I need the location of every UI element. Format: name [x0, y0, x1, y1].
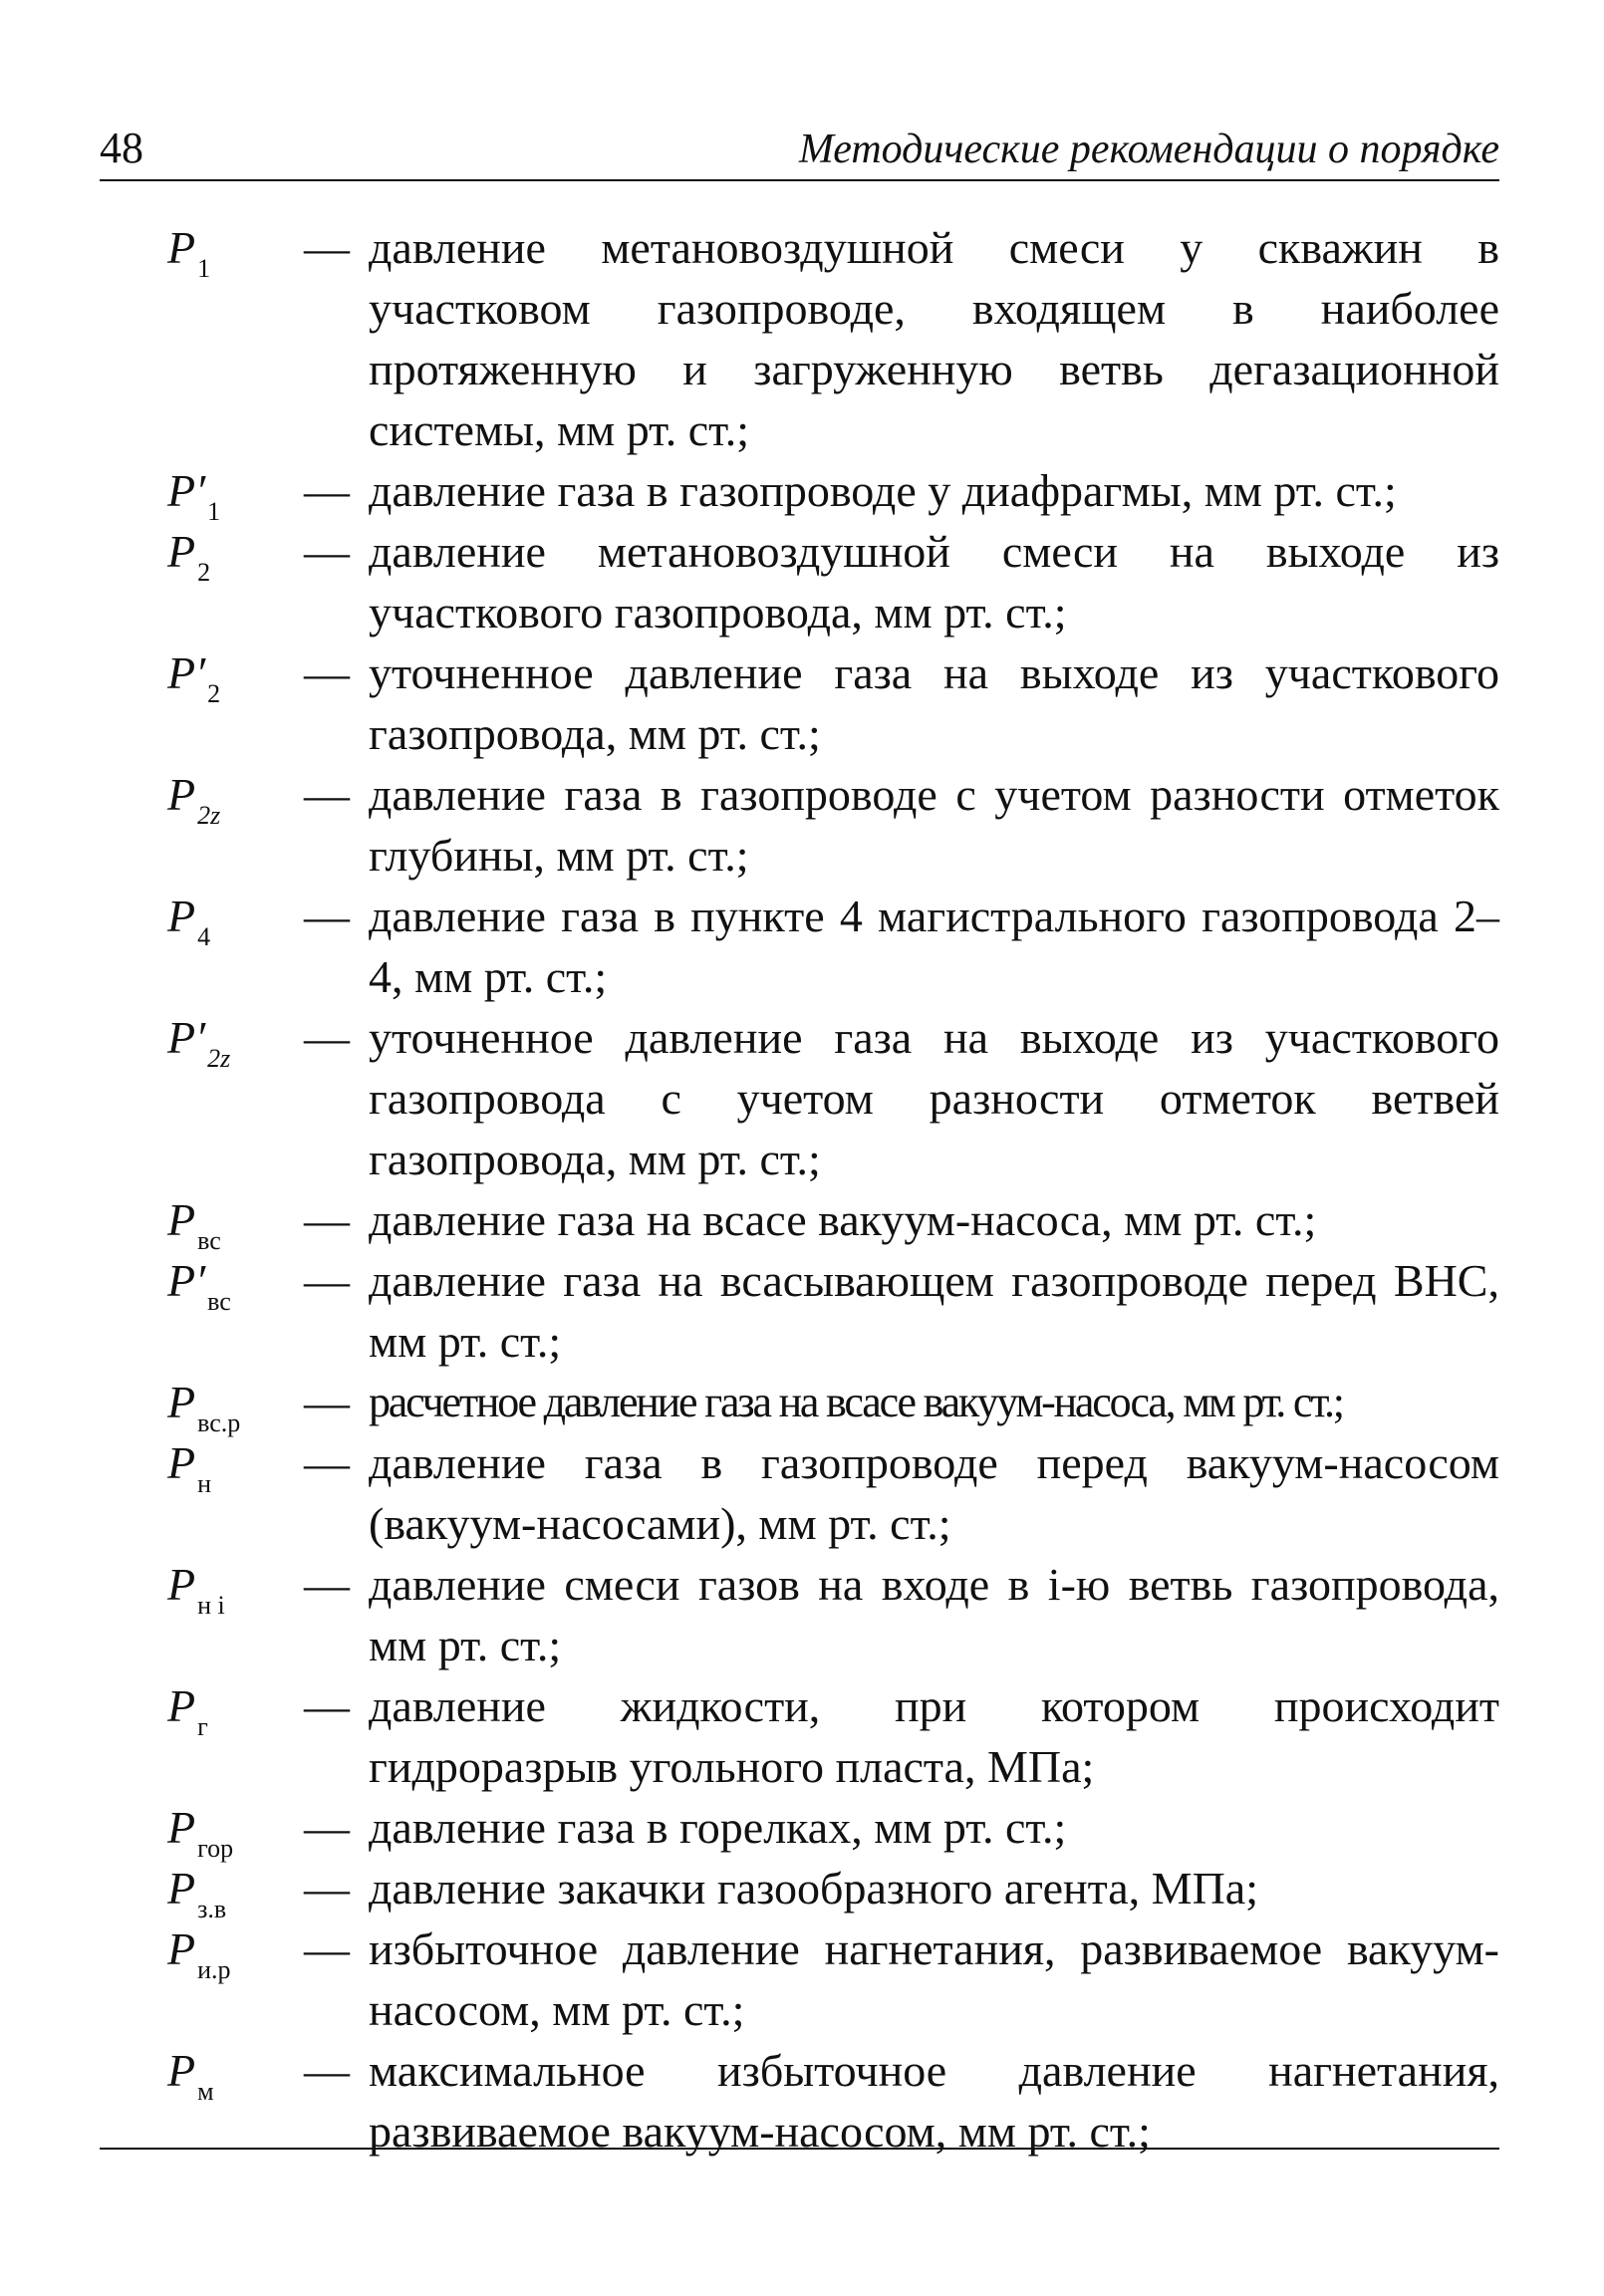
symbol: $P_4$ — [167, 891, 211, 951]
symbol: $P_1$ — [167, 222, 211, 283]
symbol: $P_2$ — [167, 526, 211, 587]
dash: — — [304, 1194, 350, 1245]
definition-entry — [100, 217, 1499, 460]
definition-entry — [100, 1918, 1499, 2040]
definition-entry — [100, 1554, 1499, 1675]
definition-text: давление метановоздушной смеси на выходе из участкового газопровода, мм рт. ст.; — [369, 526, 1499, 638]
definition-text: максимальное избыточное давление нагнетания, развиваемое вакуум-насосом, мм рт. ст.; — [369, 2045, 1499, 2157]
page-number: 48 — [100, 124, 143, 172]
dash: — — [304, 1255, 350, 1306]
dash: — — [304, 1377, 350, 1427]
symbol: $P_{гор}$ — [167, 1802, 234, 1863]
definition-text: давление газа на всасывающем газопроводе перед ВНС, мм рт. ст.; — [369, 1255, 1499, 1367]
definition-text: давление жидкости, при котором происходит гидроразрыв угольного пласта, МПа; — [369, 1680, 1499, 1792]
symbol: $P_{вс}$ — [167, 1194, 221, 1255]
dash: — — [304, 465, 350, 516]
definition-text: уточненное давление газа на выходе из участкового газопровода с учетом разности отметок ветвей газопровода, мм рт. ст.; — [369, 1012, 1499, 1184]
definition-entry — [100, 1675, 1499, 1797]
definition-entry — [100, 764, 1499, 886]
definition-text: давление газа в газопроводе у диафрагмы, мм рт. ст.; — [369, 465, 1397, 516]
definition-entry — [100, 1372, 1499, 1437]
definition-entry — [100, 1797, 1499, 1863]
definition-entry — [100, 1189, 1499, 1255]
definition-text: давление закачки газообразного агента, МПа; — [369, 1863, 1259, 1913]
definition-text: давление газа в горелках, мм рт. ст.; — [369, 1802, 1067, 1853]
symbol: $P_м$ — [167, 2045, 214, 2106]
symbol: $P_{вс.р}$ — [167, 1377, 241, 1437]
definition-text: давление газа в пункте 4 магистрального газопровода 2–4, мм рт. ст.; — [369, 891, 1499, 1002]
definition-text: уточненное давление газа на выходе из участкового газопровода, мм рт. ст.; — [369, 647, 1499, 759]
dash: — — [304, 1863, 350, 1913]
definition-text: давление смеси газов на входе в i-ю ветвь газопровода, мм рт. ст.; — [369, 1559, 1499, 1670]
symbol: $P'_{2z}$ — [167, 1012, 231, 1073]
definition-text: расчетное давление газа на всасе вакуум-насоса, мм рт. ст.; — [369, 1378, 1343, 1426]
definitions-list — [100, 217, 1499, 2162]
dash: — — [304, 1559, 350, 1610]
symbol: $P'_{вс}$ — [167, 1255, 231, 1316]
definition-entry — [100, 1250, 1499, 1372]
dash: — — [304, 2045, 350, 2096]
symbol: $P_{и.р}$ — [167, 1923, 231, 1984]
dash: — — [304, 1012, 350, 1063]
definition-entry — [100, 460, 1499, 526]
dash: — — [304, 1437, 350, 1488]
symbol: $P_г$ — [167, 1680, 208, 1741]
symbol: $P_н$ — [167, 1437, 212, 1498]
running-title: Методические рекомендации о порядке — [798, 127, 1499, 172]
definition-text: давление газа на всасе вакуум-насоса, мм рт. ст.; — [369, 1194, 1317, 1245]
symbol: $P'_2$ — [167, 647, 221, 708]
definition-text: избыточное давление нагнетания, развиваемое вакуум-насосом, мм рт. ст.; — [369, 1923, 1499, 2035]
dash: — — [304, 1680, 350, 1731]
dash: — — [304, 769, 350, 820]
definition-entry — [100, 2040, 1499, 2162]
definition-entry — [100, 1007, 1499, 1189]
definition-entry — [100, 521, 1499, 642]
symbol: $P_{2z}$ — [167, 769, 221, 830]
definition-entry — [100, 1858, 1499, 1923]
page-header — [100, 118, 1499, 181]
definition-entry — [100, 1432, 1499, 1554]
definition-entry — [100, 886, 1499, 1007]
definition-text: давление газа в газопроводе с учетом разности отметок глубины, мм рт. ст.; — [369, 769, 1499, 881]
definition-entry — [100, 642, 1499, 764]
dash: — — [304, 526, 350, 577]
symbol: $P'_1$ — [167, 465, 221, 526]
definition-text: давление метановоздушной смеси у скважин в участковом газопроводе, входящем в наиболее протяженную и загруженную ветвь дегазационной системы, мм рт. ст.; — [369, 222, 1499, 455]
symbol: $P_{н i}$ — [167, 1559, 225, 1620]
dash: — — [304, 647, 350, 698]
symbol: $P_{з.в}$ — [167, 1863, 227, 1923]
dash: — — [304, 222, 350, 273]
definition-text: давление газа в газопроводе перед вакуум-насосом (вакуум-насосами), мм рт. ст.; — [369, 1437, 1499, 1549]
dash: — — [304, 1923, 350, 1974]
footer-rule — [100, 2148, 1499, 2150]
dash: — — [304, 891, 350, 941]
dash: — — [304, 1802, 350, 1853]
